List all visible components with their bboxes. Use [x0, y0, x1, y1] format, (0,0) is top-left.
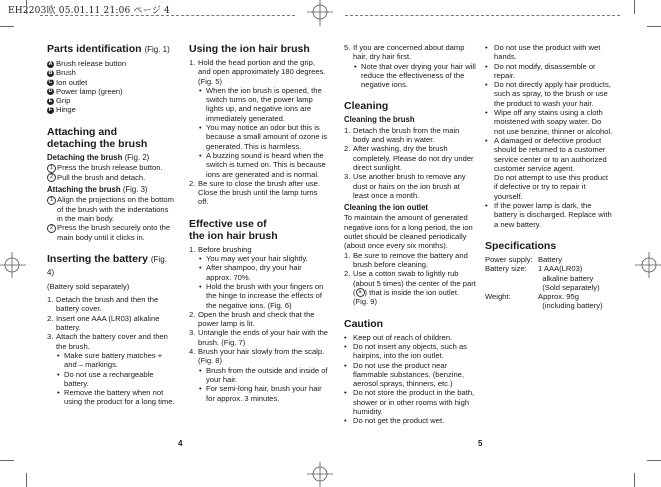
spec-row-weight: Weight: Approx. 95g (including battery) [485, 292, 603, 311]
list-item: • Brush from the outside and inside of your hair. [199, 365, 328, 384]
list-item: 1. Before brushing [189, 244, 252, 254]
registration-mark-top [305, 0, 335, 26]
list-item: • A buzzing sound is heard when the switch is turned on. This is because ions are generated and is normal. [199, 150, 326, 179]
column-4 [485, 43, 613, 311]
parts-title: Parts identification (Fig. 1) [47, 43, 170, 55]
list-item: 3. Use another brush to remove any dust or hairs on the ion brush at least once a month. [344, 172, 466, 200]
parts-list [47, 59, 175, 115]
list-item: • Do not store the product in the bath, shower or in other rooms with high humidity. [344, 388, 475, 416]
registration-mark-left [0, 250, 26, 280]
list-item: • Do not insert any objects, such as hairpins, into the ion outlet. [344, 341, 467, 361]
battery-bullets [47, 351, 175, 407]
list-item: 2. Be sure to close the brush after use. Close the brush until the lamp turns off. [189, 178, 320, 207]
list-item: • For semi-long hair, brush your hair for approx. 3 minutes. [199, 384, 322, 403]
caution-list [344, 333, 476, 426]
list-item: • Do not modify, disassemble or repair. [485, 61, 596, 80]
list-item: • Remove the battery when not using the product for a long time. [57, 388, 175, 407]
crop-mark [26, 0, 27, 14]
caution-list-cont [485, 43, 613, 229]
crop-mark [647, 460, 661, 461]
list-item: 1. Detach the brush and then the battery cover. [47, 295, 159, 314]
list-item: • You may wet your hair slightly. [199, 254, 308, 264]
registration-mark-bottom [305, 462, 335, 487]
list-item: • Do not use the product with wet hands. [485, 43, 601, 62]
list-item: 2. Open the brush and check that the power lamp is lit. [189, 309, 315, 329]
list-item: 2. After washing, dry the brush completely. Please do not dry under direct sunlight. [344, 144, 474, 172]
list-item: • Do not get the product wet. [344, 416, 445, 426]
list-item: • Note that over drying your hair will reduce the effectiveness of the negative ions. [354, 61, 476, 90]
using-title: Using the ion hair brush [189, 43, 310, 55]
crop-mark [0, 460, 14, 461]
battery-note: (Battery sold separately) [47, 281, 130, 291]
page-number-right: 5 [478, 439, 483, 448]
list-item: 1. Detach the brush from the main body and wash in water. [344, 125, 460, 145]
cleaning-title: Cleaning [344, 100, 389, 113]
list-item: 1. Hold the head portion and the grip, and open approximately 180 degrees. (Fig. 5) [189, 58, 326, 86]
list-item: 2 Press the brush securely onto the main body until it clicks in. [47, 223, 175, 242]
list-item: 3. Untangle the ends of your hair with the brush. (Fig. 7) [189, 328, 329, 347]
using-steps [189, 58, 329, 207]
attach-title: Attaching and detaching the brush [47, 125, 148, 150]
effective-steps [189, 245, 329, 403]
list-item: • Keep out of reach of children. [344, 332, 453, 342]
clean-outlet-paragraph: To maintain the amount of generated negative ions for a long period, the ion outlet should be cleaned periodically (about once every six months). [344, 213, 473, 251]
list-item: • You may notice an odor but this is because a small amount of ozone is generated. This is harmless. [199, 123, 328, 151]
effective-title: Effective use of the ion hair brush [189, 217, 278, 242]
column-1 [47, 43, 175, 407]
list-item: 2. Use a cotton swab to lightly rub (about 5 times) the center of the part ( a ) that is inside the ion outlet. (Fig. 9) [344, 269, 476, 307]
registration-mark-right [635, 250, 661, 280]
list-item: • After shampoo, dry your hair approx. 70%. [199, 263, 302, 282]
list-item: 1 Press the brush release button. [47, 163, 175, 173]
list-item: D Power lamp (green) [48, 86, 123, 96]
column-2 [189, 43, 329, 403]
detach-subtitle: Detaching the brush (Fig. 2) [47, 152, 150, 162]
list-item: • When the ion brush is opened, the switch turns on, the power lamp lights up, and negative ions are immediately generated. [199, 85, 322, 123]
list-item: • If the power lamp is dark, the battery is discharged. Replace with a new battery. [485, 201, 612, 229]
detach-steps [47, 163, 175, 182]
crop-mark [634, 0, 635, 14]
list-item: • Do not directly apply hair products, such as spray, to the brush or use the product to wash your hair. [485, 80, 611, 108]
list-item: • Make sure battery matches + and – markings. [57, 350, 163, 370]
list-item: F Hinge [48, 105, 76, 115]
attach-subtitle: Attaching the brush (Fig. 3) [47, 185, 148, 195]
list-item: 1 Align the projections on the bottom of the brush with the indentations in the main body. [47, 195, 175, 223]
specifications-title: Specifications [485, 239, 557, 252]
fold-line [40, 15, 295, 16]
crop-mark [647, 26, 661, 27]
battery-steps [47, 295, 175, 351]
list-item: C Ion outlet [48, 77, 88, 87]
list-item: • Do not use the product near flammable substances. (benzine, aerosol sprays, thinners, etc.) [344, 360, 465, 389]
list-item: • Do not use a rechargeable battery. [57, 369, 154, 388]
list-item: B Brush [48, 68, 76, 78]
crop-mark [634, 473, 635, 487]
spec-row-power: Power supply: Battery [485, 254, 563, 264]
list-item: E Grip [48, 96, 71, 106]
clean-brush-subtitle: Cleaning the brush [344, 115, 415, 125]
clean-outlet-subtitle: Cleaning the ion outlet [344, 203, 429, 213]
list-item: • A damaged or defective product should be returned to a customer service center or to an authorized customer service agent. Do not attempt to use this product if defective or try to repair it yourself. [485, 135, 608, 201]
attach-steps [47, 195, 175, 241]
page-number-left: 4 [178, 439, 183, 448]
clean-outlet-steps [344, 251, 476, 307]
spec-row-battery-size: Battery size: 1 AAA(LR03) alkaline battery (Sold separately) [485, 264, 600, 292]
clean-brush-steps [344, 126, 476, 200]
list-item: 2 Pull the brush and detach. [47, 173, 175, 183]
list-item: 1. Be sure to remove the battery and brush before cleaning. [344, 250, 468, 269]
fold-line [345, 15, 620, 16]
list-item: • Wipe off any stains using a cloth moistened with soapy water. Do not use benzine, thinner or alcohol. [485, 108, 613, 136]
list-item: 2. Insert one AAA (LR03) alkaline battery. [47, 313, 160, 333]
column-3 [344, 43, 476, 426]
list-item: 4. Brush your hair slowly from the scalp. (Fig. 8) [189, 347, 325, 366]
crop-mark [0, 26, 14, 27]
list-item: 3. Attach the battery cover and then the brush. [47, 332, 168, 351]
list-item: 5. If you are concerned about damp hair, dry hair first. [344, 43, 465, 62]
effective-steps-cont [344, 43, 476, 89]
caution-title: Caution [344, 317, 384, 330]
print-header: EH2203欧 05.01.11 21:06 ページ 4 [8, 6, 170, 16]
list-item: A Brush release button [48, 59, 127, 68]
battery-title: Inserting the battery (Fig. 4) [47, 252, 167, 277]
crop-mark [26, 473, 27, 487]
list-item: • Hold the brush with your fingers on the hinge to increase the effects of the negative ions. (Fig. 6) [199, 281, 324, 310]
